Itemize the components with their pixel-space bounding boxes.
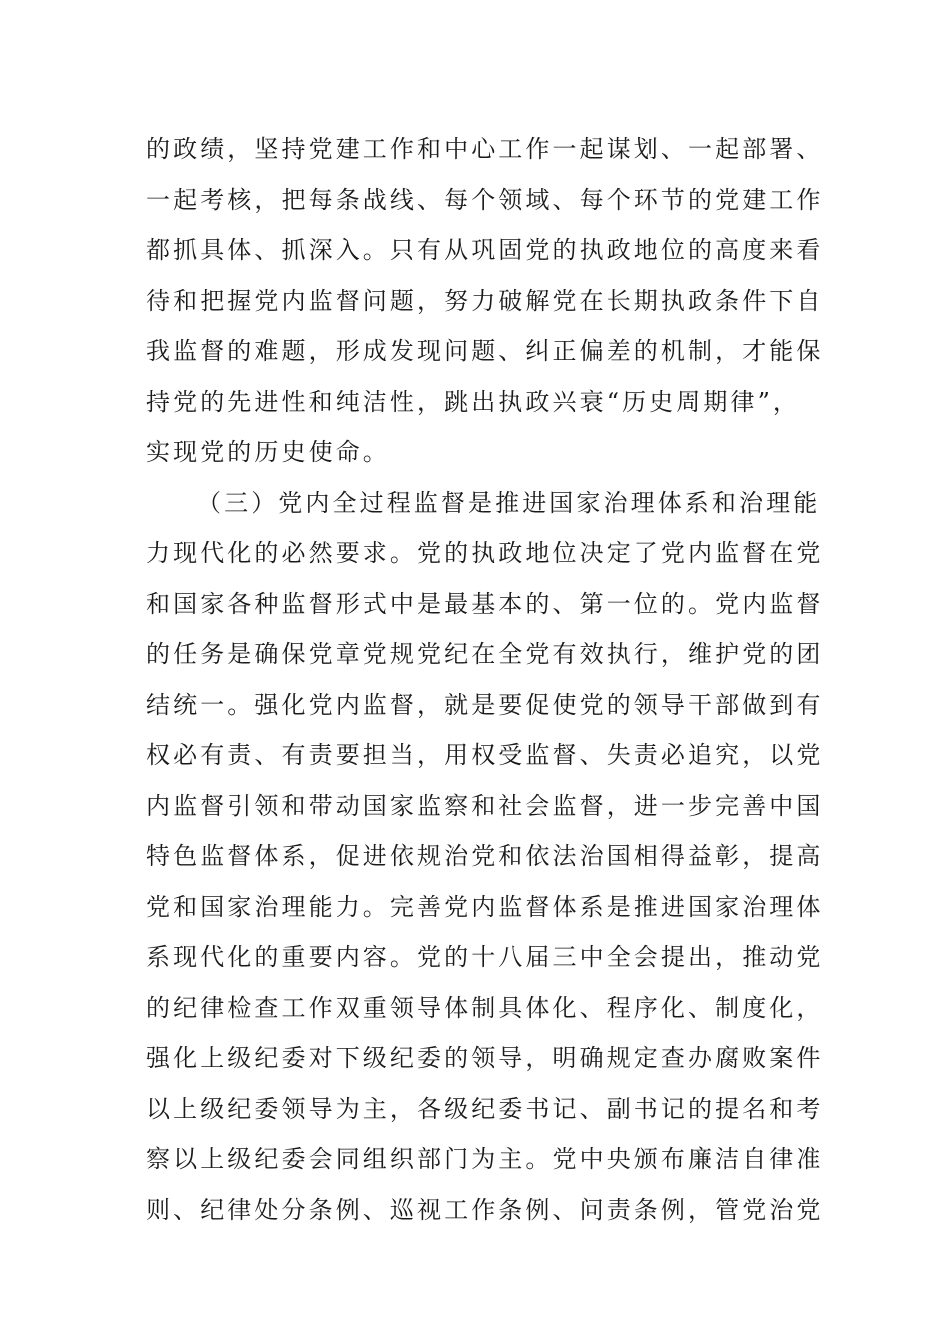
section-heading-line: （三）党内全过程监督是推进国家治理体系和治理能 (197, 488, 821, 517)
text-line: 结统一。强化党内监督，就是要促使党的领导干部做到有 (146, 690, 824, 719)
text-line: 强化上级纪委对下级纪委的领导，明确规定查办腐败案件 (146, 1044, 824, 1072)
text-line: 的政绩，坚持党建工作和中心工作一起谋划、一起部署、 (146, 135, 824, 163)
text-line: 察以上级纪委会同组织部门为主。党中央颁布廉洁自律准 (146, 1145, 824, 1173)
paragraph-continued (146, 124, 824, 478)
text-line: 以上级纪委领导为主，各级纪委书记、副书记的提名和考 (146, 1094, 824, 1123)
text-line: 权必有责、有责要担当，用权受监督、失责必追究，以党 (146, 741, 824, 769)
text-line: 则、纪律处分条例、巡视工作条例、问责条例，管党治党 (146, 1195, 824, 1224)
text-line: 系现代化的重要内容。党的十八届三中全会提出，推动党 (146, 943, 824, 971)
text-line: 实现党的历史使命。 (146, 438, 390, 466)
text-line: 特色监督体系，促进依规治党和依法治国相得益彰，提高 (146, 842, 824, 870)
text-line: 力现代化的必然要求。党的执政地位决定了党内监督在党 (146, 539, 824, 567)
text-line: 内监督引领和带动国家监察和社会监督，进一步完善中国 (146, 791, 824, 820)
paragraph-section-3 (146, 478, 824, 1236)
text-line: 我监督的难题，形成发现问题、纠正偏差的机制，才能保 (146, 337, 824, 365)
text-line: 待和把握党内监督问题，努力破解党在长期执政条件下自 (146, 286, 824, 315)
text-line: 持党的先进性和纯洁性，跳出执政兴衰“历史周期律”， (146, 387, 801, 416)
text-line: 党和国家治理能力。完善党内监督体系是推进国家治理体 (146, 892, 824, 921)
document-body (146, 124, 824, 1235)
text-line: 一起考核，把每条战线、每个领域、每个环节的党建工作 (146, 185, 824, 214)
text-line: 都抓具体、抓深入。只有从巩固党的执政地位的高度来看 (146, 236, 824, 264)
text-line: 的纪律检查工作双重领导体制具体化、程序化、制度化， (146, 993, 824, 1022)
text-line: 的任务是确保党章党规党纪在全党有效执行，维护党的团 (146, 640, 824, 668)
text-line: 和国家各种监督形式中是最基本的、第一位的。党内监督 (146, 589, 824, 618)
